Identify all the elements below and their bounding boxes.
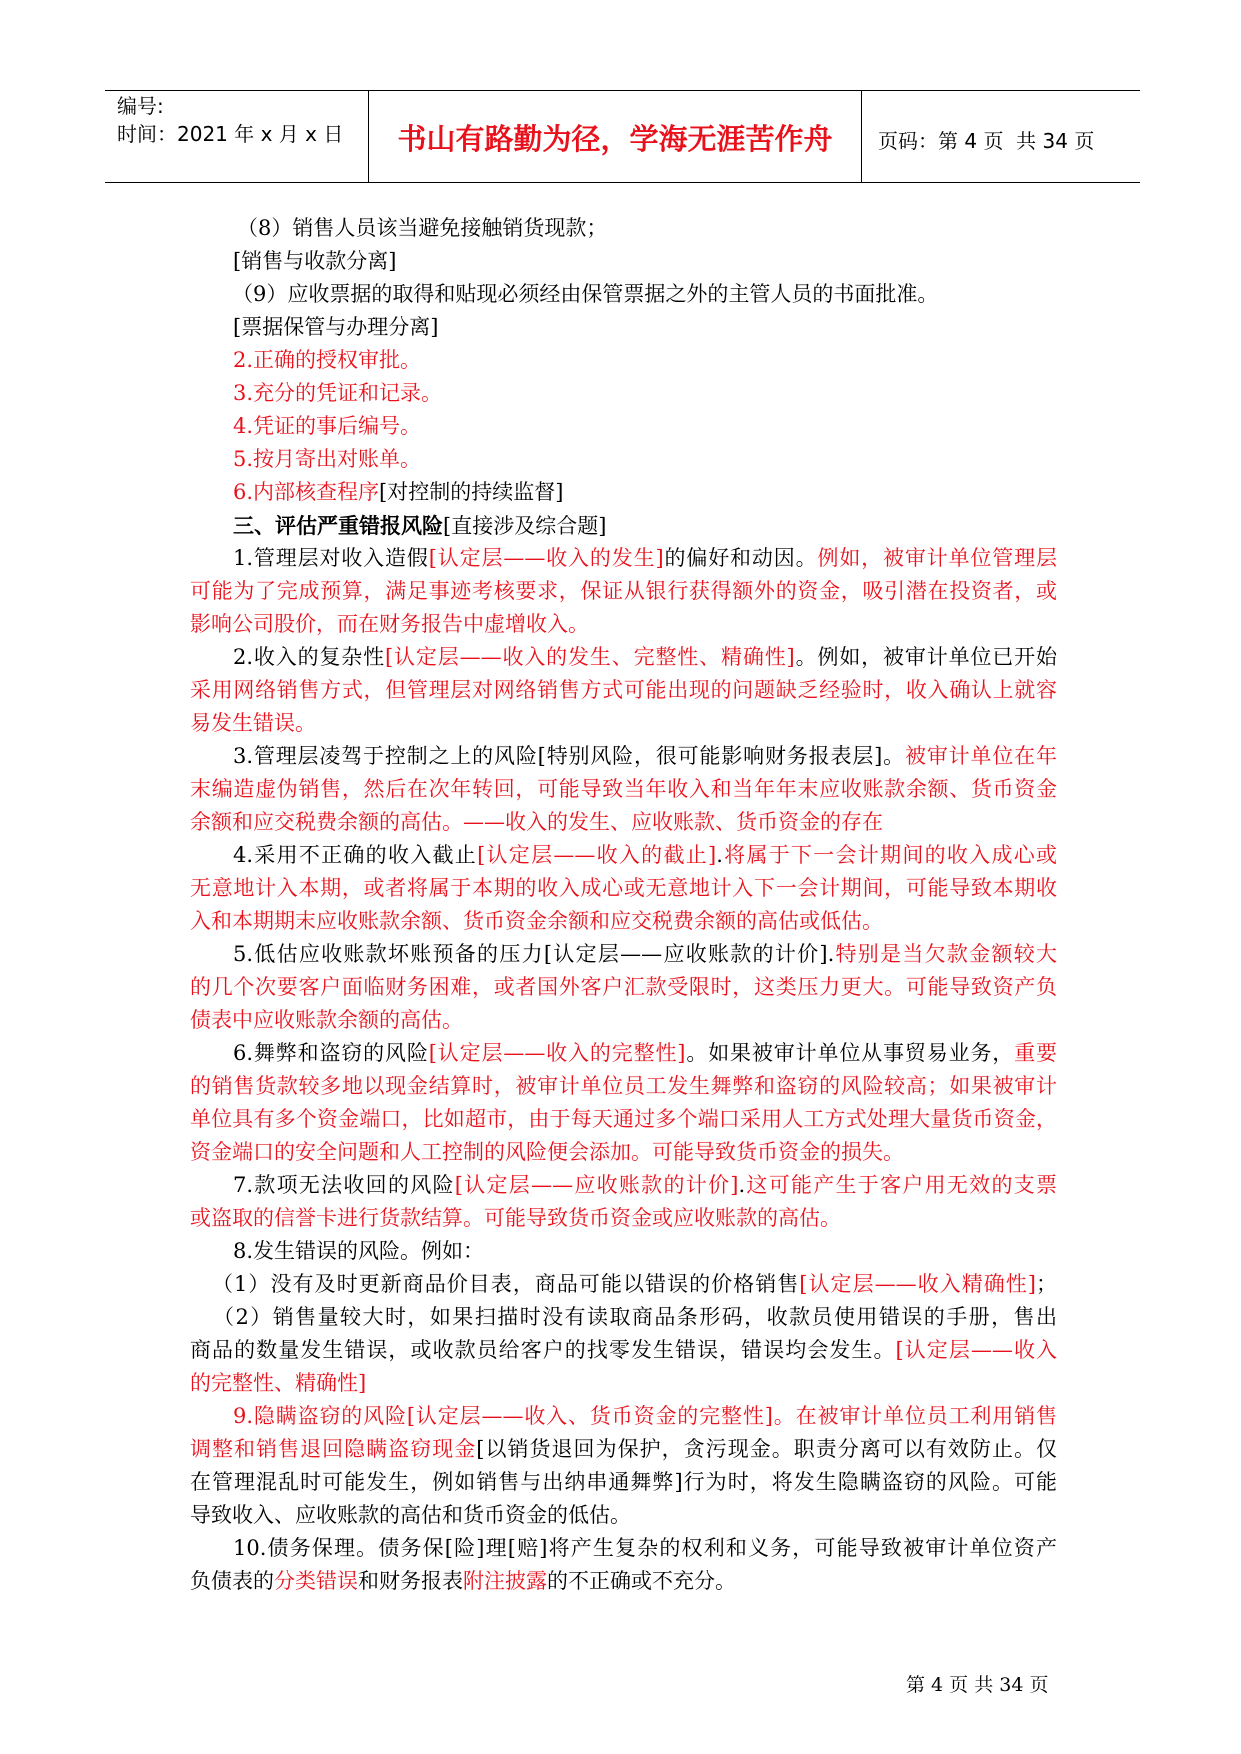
text-run: 3.管理层凌驾于控制之上的风险[特别风险，很可能影响财务报表层]。 — [233, 744, 906, 768]
text-run: 4.采用不正确的收入截止 — [233, 843, 478, 867]
body-line — [190, 641, 1057, 674]
emphasis-text: 的完整性、精确性] — [190, 1371, 367, 1395]
body-line — [190, 971, 1057, 1004]
body-line — [190, 1235, 1057, 1268]
text-run: 10.债务保理。债务保[险]理[赔]将产生复杂的权利和义务，可能导致被审计单位资产 — [233, 1536, 1057, 1560]
document-date: 时间：2021 年 x 月 x 日 — [117, 122, 344, 146]
text-run: 5.低估应收账款坏账预备的压力[认定层——应收账款的计价]. — [233, 942, 835, 966]
body-line — [190, 344, 1057, 377]
emphasis-text: 分类错误 — [274, 1569, 358, 1593]
emphasis-text: 3.充分的凭证和记录。 — [233, 381, 443, 405]
emphasis-text: 重要 — [1014, 1041, 1058, 1065]
body-line — [190, 311, 1057, 344]
text-run: . — [716, 843, 723, 867]
emphasis-text: 2.正确的授权审批。 — [233, 348, 422, 372]
body-line — [190, 1400, 1057, 1433]
body-line — [190, 1499, 1057, 1532]
emphasis-text: 债表中应收账款余额的高估。 — [190, 1008, 463, 1032]
emphasis-text: 5.按月寄出对账单。 — [233, 447, 422, 471]
body-line — [190, 938, 1057, 971]
text-run: 。如果被审计单位从事贸易业务， — [685, 1041, 1015, 1065]
emphasis-text: 易发生错误。 — [190, 711, 316, 735]
body-line — [190, 839, 1057, 872]
emphasis-text: 9.隐瞒盗窃的风险[认定层——收入、货币资金的完整性]。在被审计单位员工利用销售 — [233, 1404, 1057, 1428]
body-line — [190, 1202, 1057, 1235]
document-number-label: 编号: — [117, 94, 164, 118]
emphasis-text: 可能为了完成预算，满足事迹考核要求，保证从银行获得额外的资金，吸引潜在投资者，或 — [190, 579, 1057, 603]
text-run: 6.舞弊和盗窃的风险 — [233, 1041, 429, 1065]
header-left-cell — [105, 91, 368, 182]
text-run: （1）没有及时更新商品价目表，商品可能以错误的价格销售 — [212, 1272, 800, 1296]
text-run: [对控制的持续监督] — [379, 480, 564, 504]
text-run: [以销货退回为保护，贪污现金。职责分离可以有效防止。仅 — [476, 1437, 1057, 1461]
emphasis-text: 例如，被审计单位管理层 — [817, 546, 1057, 570]
body-line — [190, 1367, 1057, 1400]
emphasis-text: 采用网络销售方式，但管理层对网络销售方式可能出现的问题缺乏经验时，收入确认上就容 — [190, 678, 1057, 702]
body-line — [190, 410, 1057, 443]
emphasis-text: 的几个次要客户面临财务困难，或者国外客户汇款受限时，这类压力更大。可能导致资产负 — [190, 975, 1057, 999]
body-line — [190, 1136, 1057, 1169]
body-line — [190, 278, 1057, 311]
body-line — [190, 542, 1057, 575]
text-run: （9）应收票据的取得和贴现必须经由保管票据之外的主管人员的书面批准。 — [232, 282, 939, 306]
emphasis-text: 或盗取的信誉卡进行货款结算。可能导致货币资金或应收账款的高估。 — [190, 1206, 841, 1230]
emphasis-text: 资金端口的安全问题和人工控制的风险便会添加。可能导致货币资金的损失。 — [190, 1140, 904, 1164]
body-line — [190, 245, 1057, 278]
body-line — [190, 1037, 1057, 1070]
emphasis-text: 调整和销售退回隐瞒盗窃现金 — [190, 1437, 477, 1461]
page-footer-number: 第 4 页 共 34 页 — [906, 1674, 1049, 1696]
text-run: . — [738, 1173, 746, 1197]
body-line — [190, 1334, 1057, 1367]
text-run: 2.收入的复杂性 — [233, 645, 386, 669]
body-line — [190, 674, 1057, 707]
body-line — [190, 212, 1057, 245]
emphasis-text: 末编造虚伪销售，然后在次年转回，可能导致当年收入和当年年末应收账款余额、货币资金 — [190, 777, 1057, 801]
text-run: 负债表的 — [190, 1569, 274, 1593]
text-run: 导致收入、应收账款的高估和货币资金的低估。 — [190, 1503, 631, 1527]
body-line — [190, 1169, 1057, 1202]
emphasis-text: 无意地计入本期，或者将属于本期的收入成心或无意地计入下一会计期间，可能导致本期收 — [190, 876, 1057, 900]
emphasis-text: [认定层——收入 — [895, 1338, 1057, 1362]
emphasis-text: [认定层——收入的完整性] — [428, 1041, 686, 1065]
body-line — [190, 377, 1057, 410]
body-line — [190, 1301, 1057, 1334]
emphasis-text: 余额和应交税费余额的高估。——收入的发生、应收账款、货币资金的存在 — [190, 810, 883, 834]
text-run: 的偏好和动因。 — [663, 546, 818, 570]
header-page-info: 页码：第 4 页 共 34 页 — [878, 129, 1095, 153]
text-run: 的不正确或不充分。 — [547, 1569, 736, 1593]
body-line — [190, 1532, 1057, 1565]
emphasis-text: 的销售货款较多地以现金结算时，被审计单位员工发生舞弊和盗窃的风险较高；如果被审计 — [190, 1074, 1057, 1098]
body-line — [190, 806, 1057, 839]
text-run: 和财务报表 — [358, 1569, 463, 1593]
section-heading-line — [190, 509, 1057, 542]
document-header — [105, 90, 1140, 183]
emphasis-text: 入和本期期末应收账款余额、货币资金余额和应交税费余额的高估或低估。 — [190, 909, 883, 933]
text-run: 1.管理层对收入造假 — [233, 546, 429, 570]
emphasis-text: [认定层——收入精确性] — [799, 1272, 1037, 1296]
text-run: [票据保管与办理分离] — [233, 315, 439, 339]
body-line — [190, 740, 1057, 773]
document-body — [190, 212, 1057, 1598]
header-motto: 书山有路勤为径，学海无涯苦作舟 — [397, 122, 833, 156]
emphasis-text: [认定层——应收账款的计价] — [454, 1173, 739, 1197]
emphasis-text: 单位具有多个资金端口，比如超市，由于每天通过多个端口采用人工方式处理大量货币资金， — [190, 1107, 1057, 1131]
body-line — [190, 443, 1057, 476]
body-line — [190, 1103, 1057, 1136]
text-run: [销售与收款分离] — [233, 249, 397, 273]
text-run: 在管理混乱时可能发生，例如销售与出纳串通舞弊]行为时，将发生隐瞒盗窃的风险。可能 — [190, 1470, 1057, 1494]
text-run: 。例如，被审计单位已开始 — [794, 645, 1058, 669]
header-center-cell — [368, 91, 862, 182]
emphasis-text: 6.内部核查程序 — [233, 480, 380, 504]
header-right-cell — [862, 91, 1140, 182]
text-run: （8）销售人员该当避免接触销货现款； — [237, 216, 608, 240]
text-run: 7.款项无法收回的风险 — [233, 1173, 455, 1197]
text-run: 8.发生错误的风险。例如： — [233, 1239, 485, 1263]
text-run: ； — [1036, 1272, 1058, 1296]
body-line — [190, 608, 1057, 641]
emphasis-text: 影响公司股价，而在财务报告中虚增收入。 — [190, 612, 589, 636]
emphasis-text: 4.凭证的事后编号。 — [233, 414, 422, 438]
text-run: （2）销售量较大时，如果扫描时没有读取商品条形码，收款员使用错误的手册，售出 — [213, 1305, 1057, 1329]
body-line — [190, 1268, 1057, 1301]
body-line — [190, 1004, 1057, 1037]
emphasis-text: [认定层——收入的截止] — [477, 843, 717, 867]
body-line — [190, 575, 1057, 608]
emphasis-text: 被审计单位在年 — [905, 744, 1058, 768]
emphasis-text: 特别是当欠款金额较大 — [834, 942, 1057, 966]
section-heading: 三、评估严重错报风险 — [233, 513, 443, 538]
body-line — [190, 707, 1057, 740]
emphasis-text: [认定层——收入的发生] — [428, 546, 664, 570]
body-line — [190, 1433, 1057, 1466]
body-line — [190, 872, 1057, 905]
body-line — [190, 905, 1057, 938]
text-run: 商品的数量发生错误，或收款员给客户的找零发生错误，错误均会发生。 — [190, 1338, 896, 1362]
body-line — [190, 1070, 1057, 1103]
body-line — [190, 773, 1057, 806]
emphasis-text: 将属于下一会计期间的收入成心或 — [722, 843, 1058, 867]
emphasis-text: 这可能产生于客户用无效的支票 — [745, 1173, 1057, 1197]
body-line — [190, 1565, 1057, 1598]
emphasis-text: 附注披露 — [463, 1569, 547, 1593]
emphasis-text: [认定层——收入的发生、完整性、精确性] — [385, 645, 795, 669]
body-line — [190, 1466, 1057, 1499]
body-line — [190, 476, 1057, 509]
text-run: [直接涉及综合题] — [443, 514, 607, 538]
